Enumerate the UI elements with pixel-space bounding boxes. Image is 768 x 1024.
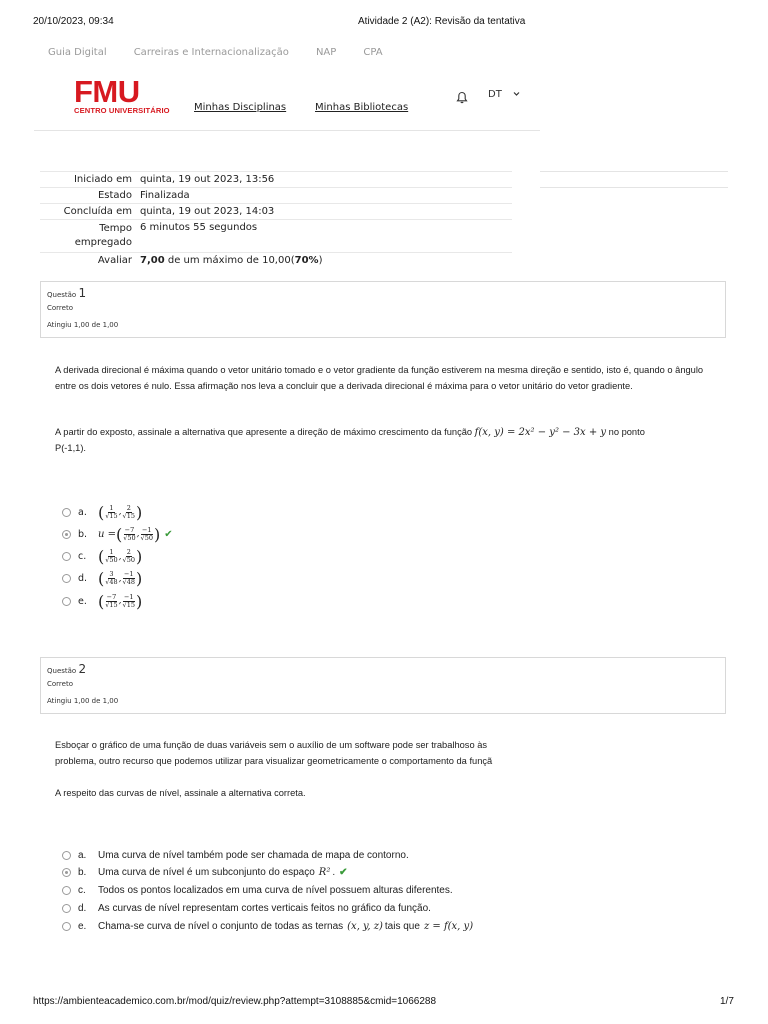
fraction-numerator: 2 [126,548,131,557]
bell-icon[interactable] [456,89,468,108]
fraction-denominator: √50 [122,556,135,565]
fraction-denominator: √15 [122,600,135,609]
right-paren: ) [135,502,143,522]
logo-sub-text: CENTRO UNIVERSITÁRIO [74,106,170,115]
fraction-numerator: 3 [109,570,114,579]
answer-option[interactable] [62,501,142,523]
radio-button[interactable] [62,886,71,895]
logo-main-text: FMU [74,74,140,109]
left-paren: ( [98,569,105,589]
attempt-summary [40,171,512,268]
chevron-down-icon [513,89,520,100]
fraction-numerator: 1 [109,548,114,557]
option-letter: b. [78,867,87,879]
fmu-logo[interactable] [74,74,170,115]
question-label: Questão 2 [47,662,87,676]
side-rule [540,171,728,172]
option-text-tail: tais que [384,920,420,932]
fraction [105,505,117,520]
answer-option[interactable] [62,864,348,882]
question-2-text-line1: Esboçar o gráfico de uma função de duas variáveis sem o auxílio de um software pode ser trabalhoso às [55,740,488,750]
summary-label: Tempo empregado [74,223,132,248]
question-grade: Atingiu 1,00 de 1,00 [47,321,119,329]
print-datetime: 20/10/2023, 09:34 [33,16,114,27]
fraction [123,594,135,609]
function-formula: f(x, y) = 2x² − y² − 3x + y [474,427,607,438]
fraction [123,527,135,542]
comma: , [118,551,122,562]
option-text: Uma curva de nível é um subconjunto do espaço [98,867,315,879]
summary-row-grade [40,253,512,269]
summary-value: 7,00 de um máximo de 10,00(70%) [140,255,323,266]
top-nav-cpa[interactable]: CPA [363,47,383,58]
fraction-numerator: −7 [106,592,117,601]
top-nav-carreiras[interactable]: Carreiras e Internacionalização [133,47,289,58]
radio-button[interactable] [62,530,71,539]
summary-label: Estado [97,190,132,201]
summary-row-state [40,188,512,204]
summary-row-completed [40,204,512,220]
option-letter: a. [78,506,87,518]
comma: , [118,596,122,607]
answer-option[interactable] [62,523,173,545]
fraction-denominator: √50 [105,556,118,565]
question-1-point: P(-1,1). [55,443,86,453]
grade-value: 7,00 [140,255,165,266]
answer-option[interactable] [62,846,409,864]
user-initials: DT [488,89,502,100]
answer-option[interactable] [62,568,142,590]
answer-option[interactable] [62,546,142,568]
check-icon: ✔ [339,867,348,879]
summary-label: Iniciado em [73,174,132,185]
right-paren: ) [135,547,143,567]
fraction-denominator: √15 [105,600,118,609]
question-label: Questão 1 [47,286,87,300]
fraction [123,571,135,586]
fraction [105,594,117,609]
summary-row-started [40,172,512,188]
radio-button[interactable] [62,552,71,561]
right-paren: ) [135,569,143,589]
grade-percent: 70% [294,255,319,266]
option-letter: d. [78,573,88,585]
fraction-numerator: −1 [123,570,134,579]
left-paren: ( [98,502,105,522]
radio-button[interactable] [62,922,71,931]
fraction [105,571,117,586]
option-text: Todos os pontos localizados em uma curva de nível possuem alturas diferentes. [98,885,453,897]
radio-button[interactable] [62,574,71,583]
option-math: z = f(x, y) [423,920,474,932]
question-number: 2 [78,662,87,676]
option-text: As curvas de nível representam cortes verticais feitos no gráfico da função. [98,902,431,914]
summary-value: quinta, 19 out 2023, 14:03 [140,206,275,217]
top-nav-guia-digital[interactable]: Guia Digital [48,47,107,58]
question-1-text: A derivada direcional é máxima quando o vetor unitário tomado e o vetor gradiente da função estiverem na mesma direção e sentido, isto é, quando o ângulo entre os dois vetores é nulo. Essa afirmação nos leva a concluir que a derivada direcional é máxima para o vetor unitário do vetor gradiente. [55,365,704,391]
left-paren: ( [116,524,123,544]
option-letter: a. [78,849,87,861]
fraction-numerator: 1 [109,503,114,512]
summary-value: Finalizada [140,190,190,201]
nav-minhas-bibliotecas[interactable]: Minhas Bibliotecas [315,102,409,113]
radio-button[interactable] [62,597,71,606]
question-2-prompt: A respeito das curvas de nível, assinale a alternativa correta. [55,788,306,798]
fraction-denominator: √50 [123,533,136,542]
summary-value: 6 minutos 55 segundos [140,222,258,233]
fraction-numerator: −1 [123,592,134,601]
fraction-numerator: −7 [124,525,135,534]
fraction-numerator: −1 [141,525,152,534]
option-text-tail: . [332,867,336,879]
summary-label: Avaliar [97,255,132,266]
question-1-prompt: A partir do exposto, assinale a alternativa que apresente a direção de máximo crescimento da função f(x, y) = 2x² − y² − 3x + y no ponto [55,427,645,438]
summary-value: quinta, 19 out 2023, 13:56 [140,174,275,185]
fraction-denominator: √48 [105,578,118,587]
nav-minhas-disciplinas[interactable]: Minhas Disciplinas [194,102,287,113]
question-number: 1 [78,286,87,300]
answer-option[interactable] [62,590,142,612]
right-paren: ) [153,524,161,544]
comma: , [118,573,122,584]
option-text: Uma curva de nível também pode ser chamada de mapa de contorno. [98,849,409,861]
radio-button[interactable] [62,508,71,517]
vector-name: u = [98,528,116,540]
top-nav [48,40,405,59]
option-letter: b. [78,528,88,540]
answer-option[interactable] [62,917,473,935]
option-letter: c. [78,551,87,563]
radio-button[interactable] [62,904,71,913]
print-page-number: 1/7 [720,996,734,1007]
summary-label: Concluída em [63,206,132,217]
fraction-denominator: √50 [140,533,153,542]
option-letter: d. [78,902,87,914]
option-letter: e. [78,595,87,607]
answer-option[interactable] [62,899,431,917]
option-math: (x, y, z) [347,920,383,932]
radio-button[interactable] [62,868,71,877]
question-status: Correto [47,304,73,312]
fraction [105,549,117,564]
summary-row-time [40,220,512,253]
check-icon: ✔ [164,528,173,540]
comma: , [118,507,122,517]
fraction-denominator: √15 [105,511,118,520]
option-math: R² [318,867,331,879]
comma: , [136,529,140,540]
left-paren: ( [98,591,105,611]
user-menu[interactable] [488,89,520,100]
print-url: https://ambienteacademico.com.br/mod/quiz/review.php?attempt=3108885&cmid=1066288 [33,996,437,1007]
fraction [141,527,153,542]
option-text: Chama-se curva de nível o conjunto de todas as ternas [98,920,344,932]
print-page-title: Atividade 2 (A2): Revisão da tentativa [358,16,526,27]
fraction-denominator: √15 [122,511,135,520]
fraction-numerator: 2 [126,503,131,512]
fraction-denominator: √48 [122,578,135,587]
question-status: Correto [47,680,73,688]
question-1-info [40,281,726,338]
option-letter: c. [78,885,86,897]
right-paren: ) [135,591,143,611]
fraction [123,549,135,564]
option-letter: e. [78,920,87,932]
question-grade: Atingiu 1,00 de 1,00 [47,697,119,705]
question-2-text-line2: problema, outro recurso que podemos utilizar para visualizar geometricamente o comportamento da funçã [55,756,493,766]
radio-button[interactable] [62,851,71,860]
side-rule [540,187,728,188]
header-divider [34,130,540,131]
top-nav-nap[interactable]: NAP [315,47,337,58]
left-paren: ( [98,547,105,567]
fraction [123,505,135,520]
answer-option[interactable] [62,882,453,900]
question-2-info [40,657,726,714]
